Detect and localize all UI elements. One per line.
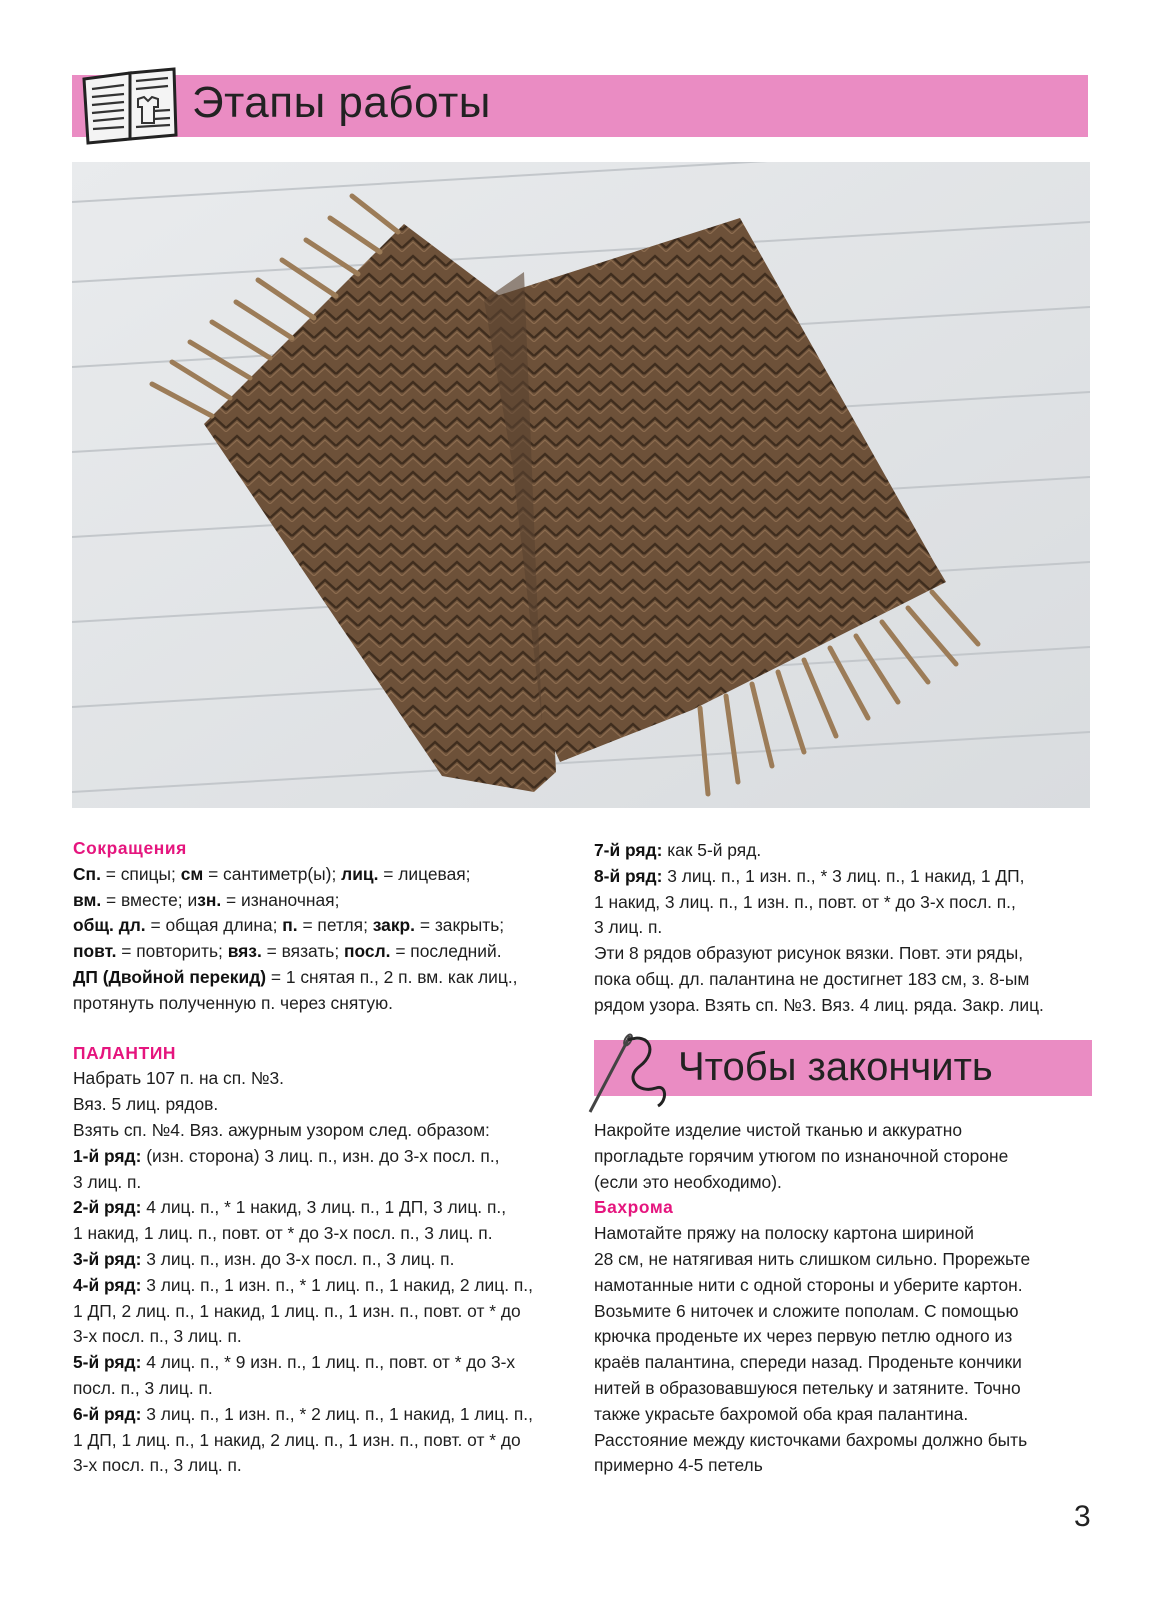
text-run: = повторить;: [116, 941, 228, 962]
finish-title: Чтобы закончить: [678, 1045, 993, 1089]
text-run: крючка проденьте их через первую петлю одного из: [594, 1326, 1013, 1347]
palantin-line: [73, 1195, 583, 1221]
text-run: 3 лиц. п., 1 изн. п., * 1 лиц. п., 1 накид, 2 лиц. п.,: [141, 1274, 533, 1295]
needle-thread-icon: [580, 1022, 676, 1118]
palantin-line: [73, 1376, 583, 1402]
finish-text: [594, 1118, 1094, 1195]
rows-line: [594, 993, 1094, 1019]
text-run: 1 ДП, 2 лиц. п., 1 накид, 1 лиц. п., 1 изн. п., повт. от * до: [73, 1300, 521, 1321]
bold-term: зн.: [197, 889, 222, 910]
rows-line: [594, 838, 1094, 864]
palantin-line: [73, 1350, 583, 1376]
fringe-title: Бахрома: [594, 1197, 674, 1218]
finish-line: [594, 1170, 1094, 1196]
rows-line: [594, 890, 1094, 916]
palantin-instructions: [73, 1066, 583, 1479]
finish-line: [594, 1118, 1094, 1144]
text-run: = закрыть;: [415, 915, 505, 936]
abbreviation-line: [73, 888, 583, 914]
text-run: 4 лиц. п., * 9 изн. п., 1 лиц. п., повт. от * до 3-х: [141, 1352, 516, 1373]
rows-line: [594, 864, 1094, 890]
text-run: краёв палантина, спереди назад. Проденьте кончики: [594, 1352, 1022, 1373]
bold-term: 7-й ряд:: [594, 840, 663, 860]
rows-line: [594, 941, 1094, 967]
text-run: прогладьте горячим утюгом по изнаночной стороне: [594, 1145, 1009, 1166]
bold-term: общ. дл.: [73, 915, 146, 936]
palantin-line: [73, 1092, 583, 1118]
page-number: 3: [1074, 1500, 1091, 1533]
bold-term: повт.: [73, 941, 117, 962]
bold-term: 8-й ряд:: [594, 865, 663, 886]
palantin-line: [73, 1453, 583, 1479]
fringe-line: [594, 1299, 1094, 1325]
fringe-line: [594, 1453, 1094, 1479]
palantin-line: [73, 1299, 583, 1325]
bold-term: закр.: [372, 915, 416, 936]
scarf-photo: [72, 162, 1090, 808]
bold-term: Сп.: [73, 863, 101, 884]
abbreviation-line: [73, 939, 583, 965]
text-run: = вместе;: [101, 889, 188, 910]
bold-term: вм.: [73, 889, 102, 910]
text-run: Набрать 107 п. на сп. №3.: [73, 1068, 284, 1089]
text-run: Эти 8 рядов образуют рисунок вязки. Повт. эти ряды,: [594, 943, 1024, 964]
fringe-line: [594, 1376, 1094, 1402]
bold-term: 1-й ряд:: [73, 1145, 142, 1166]
text-run: Расстояние между кисточками бахромы должно быть: [594, 1429, 1028, 1450]
text-run: 1 ДП, 1 лиц. п., 1 накид, 2 лиц. п., 1 изн. п., повт. от * до: [73, 1429, 521, 1450]
text-run: = общая длина;: [145, 915, 283, 936]
fringe-line: [594, 1247, 1094, 1273]
palantin-line: [73, 1247, 583, 1273]
text-run: Накройте изделие чистой тканью и аккуратно: [594, 1120, 963, 1140]
text-run: Намотайте пряжу на полоску картона шириной: [594, 1223, 974, 1244]
text-run: = спицы;: [100, 863, 181, 884]
left-column: [73, 836, 583, 1479]
fringe-line: [594, 1273, 1094, 1299]
bold-term: лиц.: [341, 863, 379, 884]
abbreviation-line: [73, 991, 583, 1017]
bold-term: посл.: [344, 941, 391, 962]
text-run: 3 лиц. п., 1 изн. п., * 2 лиц. п., 1 накид, 1 лиц. п.,: [141, 1403, 533, 1424]
text-run: 1 накид, 3 лиц. п., 1 изн. п., повт. от * до 3-х посл. п.,: [594, 891, 1016, 912]
palantin-line: [73, 1144, 583, 1170]
text-run: также украсьте бахромой оба края палантина.: [594, 1403, 969, 1424]
text-run: = петля;: [297, 915, 373, 936]
fringe-line: [594, 1324, 1094, 1350]
text-run: 3-х посл. п., 3 лиц. п.: [73, 1455, 242, 1476]
text-run: нитей в образовавшуюся петельку и затяните. Точно: [594, 1377, 1021, 1398]
finish-line: [594, 1144, 1094, 1170]
palantin-line: [73, 1170, 583, 1196]
fringe-line: [594, 1428, 1094, 1454]
text-run: 3 лиц. п.: [73, 1171, 142, 1192]
palantin-line: [73, 1118, 583, 1144]
abbreviations-title: Сокращения: [73, 838, 187, 858]
notebook-icon: [80, 67, 180, 145]
bold-term: 3-й ряд:: [73, 1248, 142, 1269]
text-run: примерно 4-5 петель: [594, 1455, 763, 1476]
fringe-line: [594, 1402, 1094, 1428]
right-column-rows: [594, 838, 1094, 1019]
text-run: и: [187, 889, 198, 910]
text-run: протянуть полученную п. через снятую.: [73, 992, 394, 1013]
fringe-text: [594, 1221, 1094, 1479]
text-run: пока общ. дл. палантина не достигнет 183 см, з. 8-ым: [594, 968, 1030, 989]
bold-term: 2-й ряд:: [73, 1197, 142, 1218]
text-run: Взять сп. №4. Вяз. ажурным узором след. образом:: [73, 1119, 490, 1140]
text-run: Возьмите 6 ниточек и сложите пополам. С помощью: [594, 1300, 1019, 1321]
abbreviations-text: [73, 862, 583, 1017]
palantin-line: [73, 1402, 583, 1428]
text-run: как 5-й ряд.: [662, 840, 762, 860]
right-column-finish: [594, 1118, 1094, 1479]
bold-term: вяз.: [227, 941, 262, 962]
bold-term: ДП (Двойной перекид): [73, 966, 267, 987]
fringe-line: [594, 1221, 1094, 1247]
text-run: (изн. сторона) 3 лиц. п., изн. до 3-х посл. п.,: [141, 1145, 500, 1166]
text-run: (если это необходимо).: [594, 1171, 782, 1192]
abbreviation-line: [73, 862, 583, 888]
text-run: Вяз. 5 лиц. рядов.: [73, 1094, 219, 1115]
text-run: 4 лиц. п., * 1 накид, 3 лиц. п., 1 ДП, 3 лиц. п.,: [141, 1197, 507, 1218]
bold-term: 5-й ряд:: [73, 1352, 142, 1373]
page-title: Этапы работы: [192, 78, 491, 127]
text-run: 3 лиц. п., изн. до 3-х посл. п., 3 лиц. п.: [141, 1248, 455, 1269]
text-run: 28 см, не натягивая нить слишком сильно. Прорежьте: [594, 1248, 1031, 1269]
palantin-line: [73, 1221, 583, 1247]
text-run: = изнаночная;: [221, 889, 340, 910]
text-run: = сантиметр(ы);: [203, 863, 342, 884]
palantin-line: [73, 1066, 583, 1092]
palantin-title: ПАЛАНТИН: [73, 1042, 177, 1063]
palantin-line: [73, 1428, 583, 1454]
rows-line: [594, 967, 1094, 993]
abbreviation-line: [73, 965, 583, 991]
text-run: = последний.: [390, 941, 502, 962]
fringe-line: [594, 1350, 1094, 1376]
text-run: посл. п., 3 лиц. п.: [73, 1377, 213, 1398]
text-run: 1 накид, 1 лиц. п., повт. от * до 3-х посл. п., 3 лиц. п.: [73, 1223, 493, 1244]
text-run: рядом узора. Взять сп. №3. Вяз. 4 лиц. ряда. Закр. лиц.: [594, 994, 1044, 1015]
rows-continued-text: [594, 838, 1094, 1019]
bold-term: п.: [282, 915, 298, 936]
palantin-line: [73, 1324, 583, 1350]
bold-term: 6-й ряд:: [73, 1403, 142, 1424]
text-run: = вязать;: [261, 941, 345, 962]
bold-term: 4-й ряд:: [73, 1274, 142, 1295]
rows-line: [594, 915, 1094, 941]
text-run: = лицевая;: [378, 863, 471, 884]
text-run: 3 лиц. п., 1 изн. п., * 3 лиц. п., 1 накид, 1 ДП,: [662, 865, 1025, 886]
text-run: намотанные нити с одной стороны и уберите картон.: [594, 1274, 1023, 1295]
text-run: 3-х посл. п., 3 лиц. п.: [73, 1326, 242, 1347]
text-run: 3 лиц. п.: [594, 917, 663, 938]
bold-term: см: [180, 863, 204, 884]
palantin-line: [73, 1273, 583, 1299]
text-run: = 1 снятая п., 2 п. вм. как лиц.,: [266, 966, 518, 987]
abbreviation-line: [73, 913, 583, 939]
